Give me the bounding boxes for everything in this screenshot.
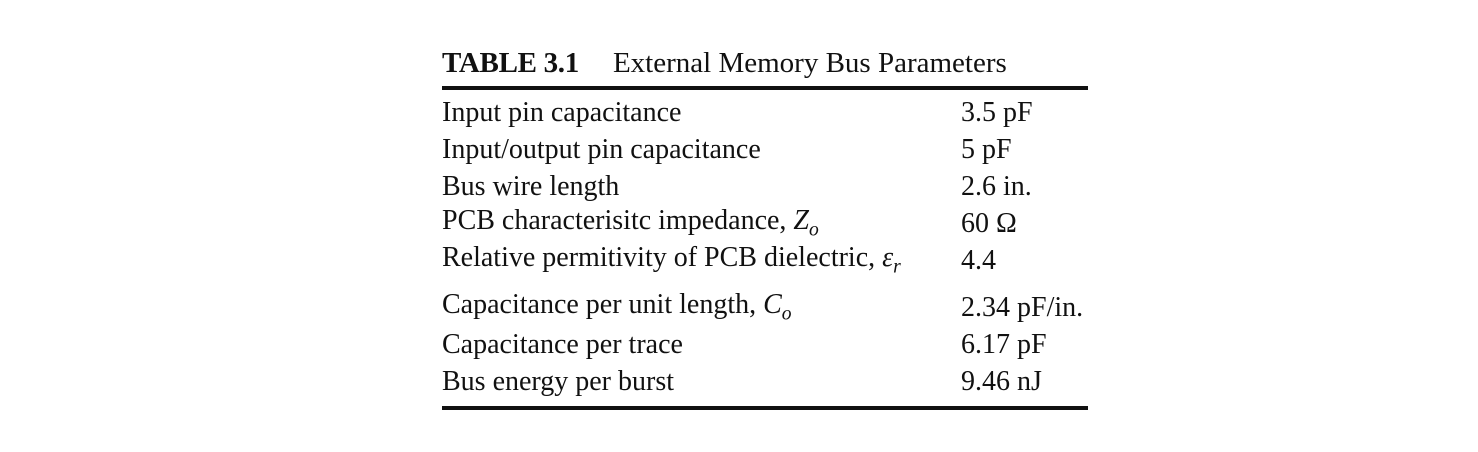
table-row	[442, 326, 1088, 363]
parameter-value: 60 Ω	[961, 207, 1017, 239]
table-row	[442, 94, 1088, 131]
parameter-symbol: $Z_o$	[793, 205, 819, 241]
table-label: TABLE 3.1	[442, 47, 579, 79]
parameter-name	[442, 97, 961, 129]
parameter-value: 4.4	[961, 244, 996, 276]
parameter-name	[442, 366, 961, 398]
parameter-name	[442, 289, 961, 326]
parameter-label: Bus wire length	[442, 170, 620, 202]
parameter-name	[442, 171, 961, 203]
parameter-value: 2.6 in.	[961, 170, 1032, 202]
table-row	[442, 289, 1088, 326]
table-row	[442, 205, 1088, 242]
table-body	[442, 90, 1088, 400]
parameter-value: 6.17 pF	[961, 328, 1047, 360]
table-row	[442, 131, 1088, 168]
parameter-label: Relative permitivity of PCB dielectric,	[442, 242, 876, 274]
table-row	[442, 242, 1088, 279]
parameter-value: 2.34 pF/in.	[961, 291, 1084, 323]
parameter-label: Input pin capacitance	[442, 96, 682, 128]
parameters-table	[442, 44, 1088, 410]
parameter-name	[442, 242, 961, 279]
parameter-label: Capacitance per unit length,	[442, 289, 757, 321]
table-caption	[442, 44, 1088, 84]
parameter-label: Bus energy per burst	[442, 365, 674, 397]
parameter-name	[442, 205, 961, 242]
parameter-name	[442, 329, 961, 361]
parameter-label: PCB characterisitc impedance,	[442, 205, 787, 237]
parameter-name	[442, 134, 961, 166]
parameter-symbol: $C_o$	[763, 289, 792, 325]
parameter-symbol: $\varepsilon_r$	[882, 242, 901, 278]
table-row	[442, 168, 1088, 205]
parameter-value: 5 pF	[961, 133, 1012, 165]
parameter-label: Capacitance per trace	[442, 328, 683, 360]
table-title: External Memory Bus Parameters	[612, 47, 1007, 79]
table-row	[442, 363, 1088, 400]
parameter-label: Input/output pin capacitance	[442, 133, 761, 165]
bottom-rule	[442, 406, 1088, 410]
group-separator	[442, 279, 1088, 289]
parameter-value: 3.5 pF	[961, 96, 1033, 128]
parameter-value: 9.46 nJ	[961, 365, 1042, 397]
